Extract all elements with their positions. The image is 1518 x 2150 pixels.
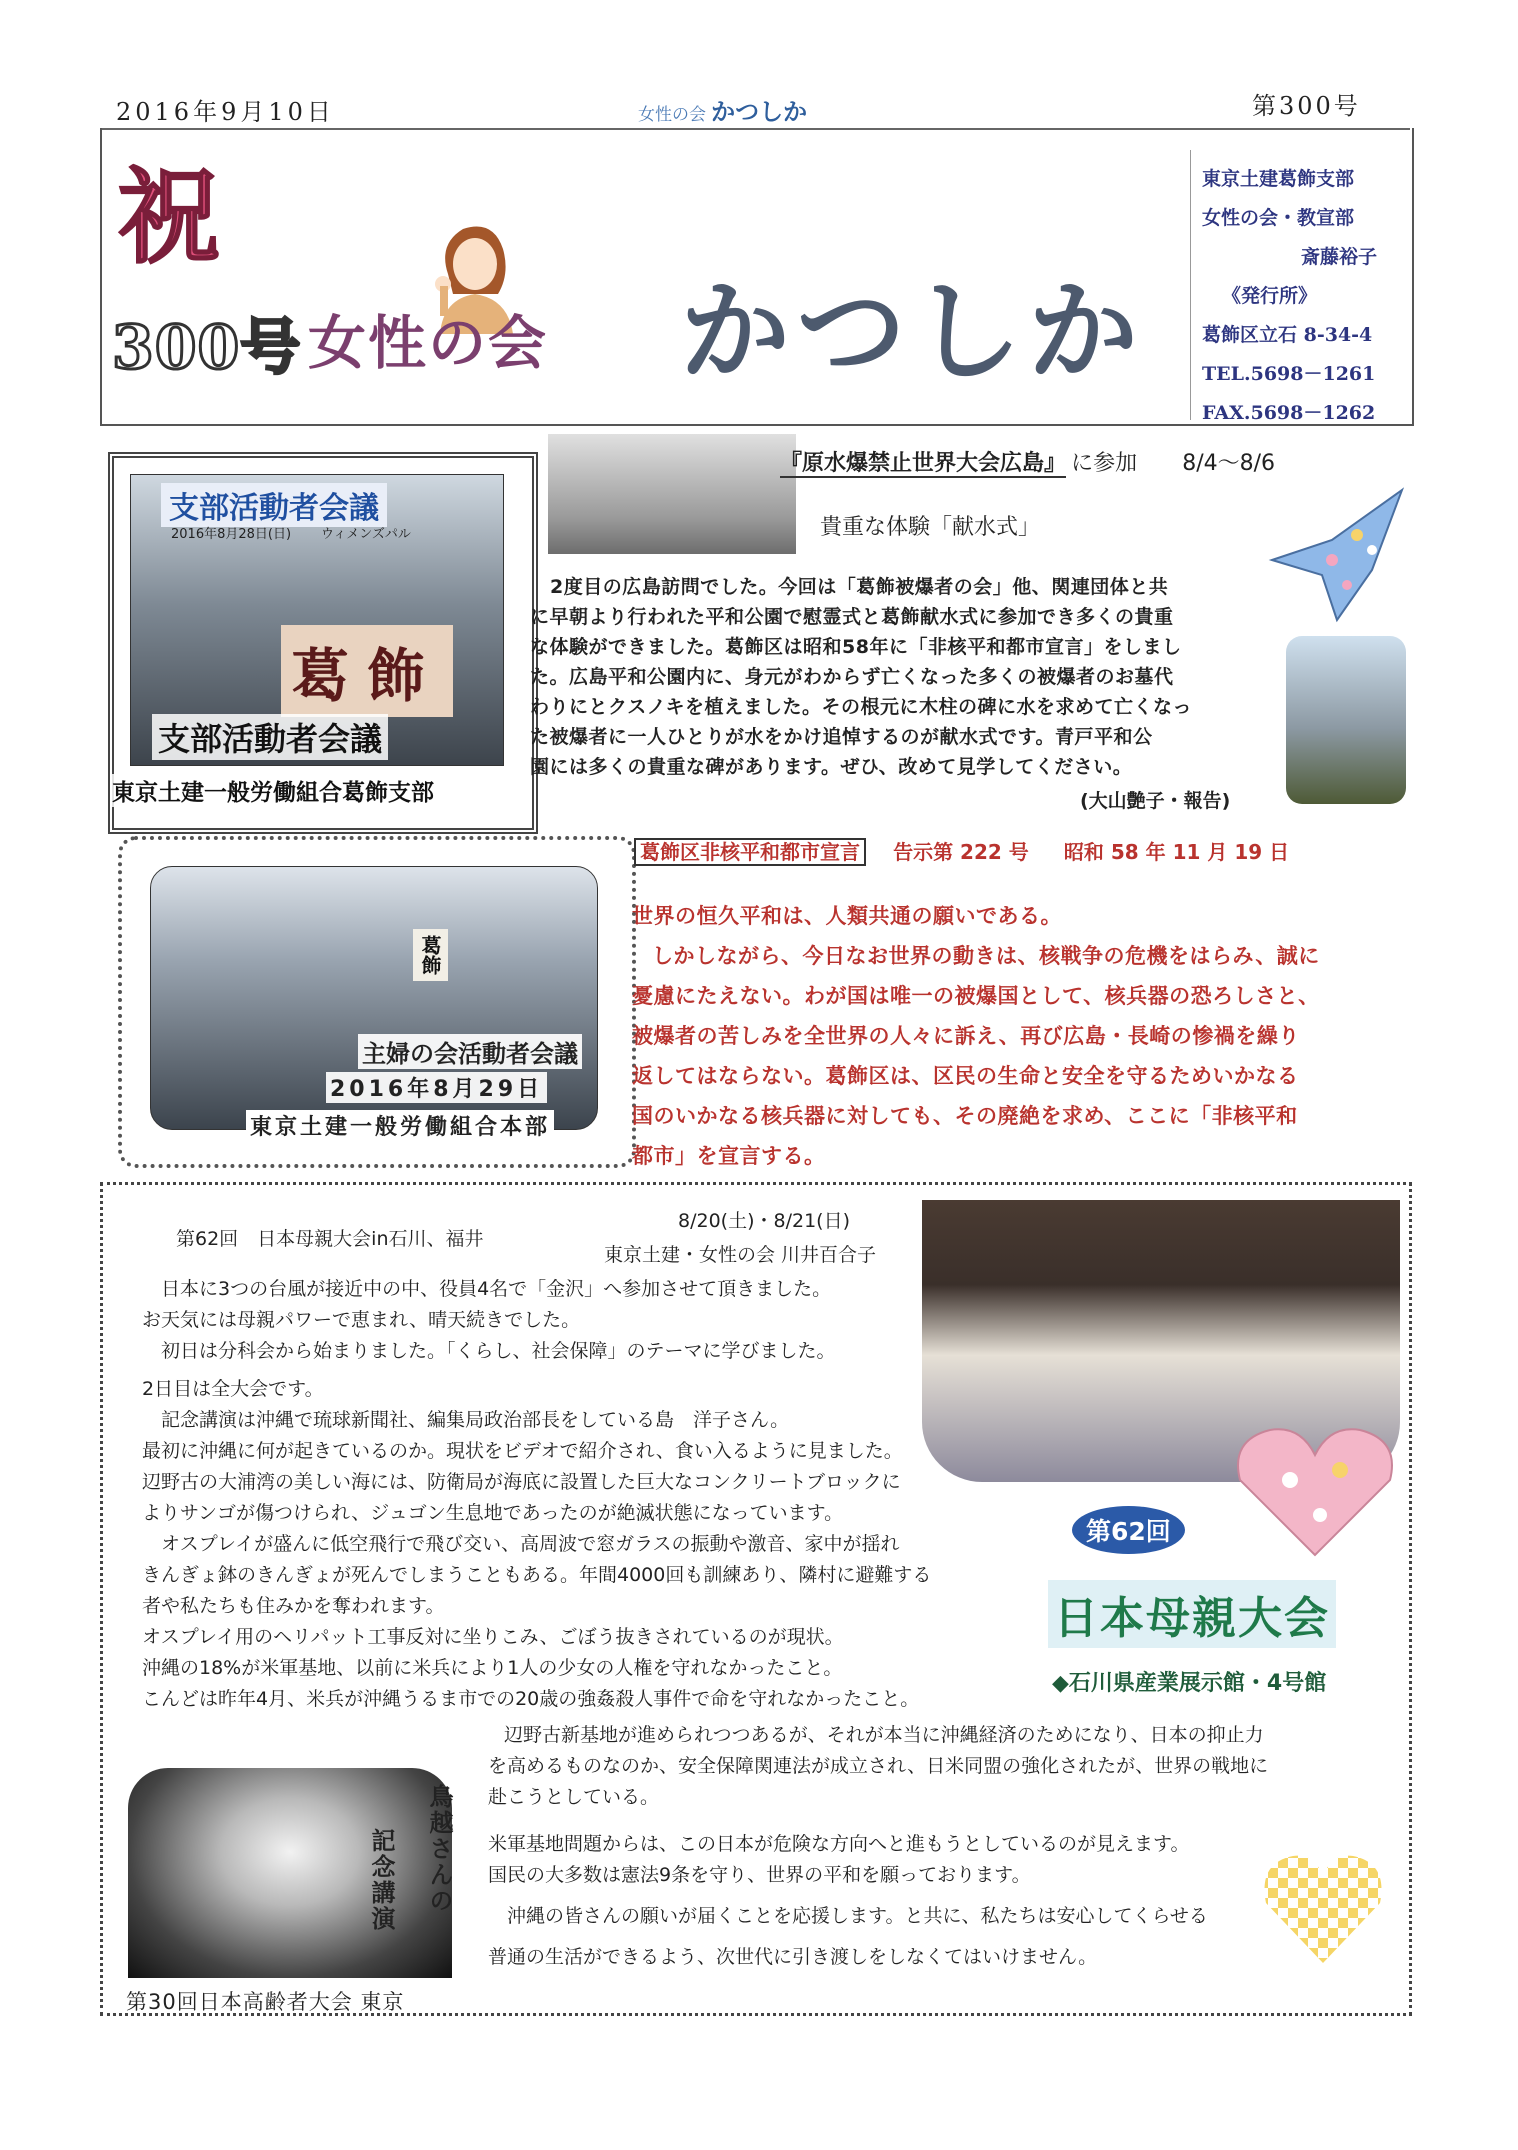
- celebration-issue: 300号: [112, 313, 302, 383]
- running-title-small: 女性の会: [638, 105, 706, 125]
- housewives-caption-org: 東京土建一般労働組合本部: [246, 1110, 554, 1141]
- mothers-dates: 8/20(土)・8/21(日): [678, 1210, 850, 1232]
- publisher-line: 東京土建葛飾支部: [1202, 168, 1355, 190]
- declaration-header: [634, 836, 1289, 865]
- mothers-line2: 沖縄の皆さんの願いが届くことを応援します。と共に、私たちは安心してくらせる: [488, 1905, 1208, 1927]
- mothers-heading: 第62回 日本母親大会in石川、福井: [176, 1228, 484, 1250]
- photo-atomic-dome: [548, 434, 796, 554]
- publisher-line: TEL.5698－1261: [1202, 363, 1376, 385]
- badge-number: 第62回: [1072, 1506, 1185, 1554]
- mothers-line2: 辺野古新基地が進められつつあるが、それが本当に沖縄経済のためになり、日本の抑止力: [504, 1724, 1264, 1746]
- declaration-line: 世界の恒久平和は、人類共通の願いである。: [632, 904, 1062, 928]
- photo-date: 2016年8月28日(日): [171, 527, 292, 542]
- celebration-char: 祝: [118, 159, 220, 278]
- hiroshima-dates: 8/4～8/6: [1182, 451, 1276, 476]
- origami-heart-icon: [1230, 1420, 1400, 1560]
- mothers-line: 記念講演は沖縄で琉球新聞社、編集局政治部長をしている島 洋子さん。: [142, 1409, 790, 1431]
- mothers-line: お天気には母親パワーで恵まれ、晴天続きでした。: [142, 1309, 581, 1331]
- lecture-vertical-1: 鳥越さんの: [425, 1784, 453, 1914]
- mothers-line: きんぎょ鉢のきんぎょが死んでしまうこともある。年間4000回も訓練あり、隣村に避難する: [142, 1564, 932, 1586]
- activists-caption-title: 支部活動者会議: [152, 714, 388, 760]
- lecture-caption: 第30回日本高齢者大会 東京: [126, 1990, 405, 2014]
- hiroshima-line: に早朝より行われた平和公園で慰霊式と葛飾献水式に参加でき多くの貴重: [530, 606, 1174, 628]
- publisher-line: 斎藤裕子: [1300, 246, 1377, 268]
- mothers-line2: 普通の生活ができるよう、次世代に引き渡しをしなくてはいけません。: [488, 1946, 1098, 1968]
- publisher-block: [1202, 160, 1407, 433]
- hiroshima-line: 園には多くの貴重な碑があります。ぜひ、改めて見学してください。: [530, 756, 1133, 778]
- publisher-divider: [1190, 150, 1191, 420]
- declaration-notice: 告示第 222 号: [893, 840, 1029, 864]
- declaration-line: 被爆者の苦しみを全世界の人々に訴え、再び広島・長崎の惨禍を繰り: [632, 1024, 1300, 1048]
- masthead-title-left: 女性の会: [308, 309, 549, 377]
- housewives-caption-title: 主婦の会活動者会議: [358, 1034, 582, 1069]
- mothers-line: 日本に3つの台風が接近中の中、役員4名で「金沢」へ参加させて頂きました。: [142, 1278, 832, 1300]
- mothers-line: 者や私たちも住みかを奪われます。: [142, 1595, 445, 1617]
- mothers-line2: を高めるものなのか、安全保障関連法が成立され、日米同盟の強化されたが、世界の戦地に: [488, 1755, 1269, 1777]
- hiroshima-heading-title: 『原水爆禁止世界大会広島』: [780, 451, 1067, 476]
- photo-banner: 支部活動者会議: [161, 483, 387, 527]
- running-title: [638, 92, 807, 127]
- mothers-line: 2日目は全大会です。: [142, 1378, 324, 1400]
- declaration-line: 都市」を宣言する。: [632, 1144, 826, 1168]
- declaration-line: 憂慮にたえない。わが国は唯一の被爆国として、核兵器の恐ろしさと、: [632, 984, 1320, 1008]
- hiroshima-heading-suffix: に参加: [1071, 451, 1138, 476]
- masthead-title-right: かつしか: [680, 268, 1144, 396]
- mothers-line2: 国民の大多数は憲法9条を守り、世界の平和を願っております。: [488, 1864, 1031, 1886]
- mothers-line: 最初に沖縄に何が起きているのか。現状をビデオで紹介され、食い入るように見ました。: [142, 1440, 903, 1462]
- hiroshima-line: な体験ができました。葛飾区は昭和58年に「非核平和都市宣言」をしまし: [530, 636, 1182, 658]
- checkered-heart-icon: [1258, 1848, 1388, 1968]
- mothers-author: 東京土建・女性の会 川井百合子: [604, 1244, 877, 1266]
- publisher-line: FAX.5698－1262: [1202, 402, 1376, 424]
- mothers-line: 沖縄の18%が米軍基地、以前に米兵により1人の少女の人権を守れなかったこと。: [142, 1657, 843, 1679]
- activists-caption-org: 東京土建一般労働組合葛飾支部: [112, 774, 434, 807]
- publisher-line: 《発行所》: [1222, 285, 1318, 307]
- mothers-line: オスプレイ用のヘリパット工事反対に坐りこみ、ごぼう抜きされているのが現状。: [142, 1626, 844, 1648]
- mothers-line2: 赴こうとしている。: [488, 1786, 660, 1808]
- publisher-line: 女性の会・教宣部: [1202, 207, 1355, 229]
- hiroshima-line: わりにとクスノキを植えました。その根元に木柱の碑に水を求めて亡くなっ: [530, 696, 1193, 718]
- mothers-line2: 米軍基地問題からは、この日本が危険な方向へと進もうとしているのが見えます。: [488, 1833, 1190, 1855]
- declaration-line: しかしながら、今日なお世界の動きは、核戦争の危機をはらみ、誠に: [652, 944, 1320, 968]
- declaration-line: 返してはならない。葛飾区は、区民の生命と安全を守るためいかなる: [632, 1064, 1299, 1088]
- photo-venue: ウィメンズパル: [321, 527, 411, 542]
- mothers-line: よりサンゴが傷つけられ、ジュゴン生息地であったのが絶滅状態になっています。: [142, 1502, 844, 1524]
- running-title-big: かつしか: [711, 98, 808, 126]
- photo-sign: 葛飾: [281, 625, 453, 717]
- declaration-body: [632, 896, 1320, 1176]
- publisher-line: 葛飾区立石 8-34-4: [1202, 324, 1373, 346]
- hiroshima-subtitle: 貴重な体験「献水式」: [820, 515, 1041, 540]
- photo-lecturer: [128, 1768, 452, 1978]
- hiroshima-body: [530, 572, 1290, 782]
- hiroshima-line: 2度目の広島訪問でした。今回は「葛飾被爆者の会」他、関連団体と共: [550, 576, 1169, 598]
- hiroshima-line: た被爆者に一人ひとりが水をかけ追悼するのが献水式です。青戸平和公: [530, 726, 1153, 748]
- declaration-date: 昭和 58 年 11 月 19 日: [1063, 840, 1290, 864]
- mothers-line: オスプレイが盛んに低空飛行で飛び交い、高周波で窓ガラスの振動や激音、家中が揺れ: [142, 1533, 900, 1555]
- issue-date: 2016年9月10日: [116, 98, 335, 126]
- badge-venue: ◆石川県産業展示館・4号館: [1052, 1671, 1327, 1696]
- hiroshima-line: た。広島平和公園内に、身元がわからず亡くなった多くの被爆者のお墓代: [530, 666, 1174, 688]
- issue-number: 第300号: [1252, 92, 1361, 120]
- hiroshima-heading: [780, 446, 1275, 477]
- lecture-vertical-2: 記念講演: [367, 1828, 395, 1932]
- hiroshima-reporter: (大山艶子・報告): [1080, 790, 1231, 812]
- mothers-line: こんどは昨年4月、米兵が沖縄うるま市での20歳の強姦殺人事件で命を守れなかったこと。: [142, 1688, 920, 1710]
- declaration-line: 国のいかなる核兵器に対しても、その廃絶を求め、ここに「非核平和: [632, 1104, 1298, 1128]
- mothers-line: 初日は分科会から始まりました。「くらし、社会保障」のテーマに学びました。: [142, 1340, 836, 1362]
- housewives-caption-date: 2016年8月29日: [326, 1072, 547, 1103]
- photo-cenotaph: [1286, 636, 1406, 804]
- badge-title: 日本母親大会: [1048, 1580, 1336, 1648]
- housewives-sign: 葛飾: [413, 929, 448, 981]
- mothers-line: 辺野古の大浦湾の美しい海には、防衛局が海底に設置した巨大なコンクリートブロックに: [142, 1471, 901, 1493]
- declaration-title: 葛飾区非核平和都市宣言: [634, 838, 866, 866]
